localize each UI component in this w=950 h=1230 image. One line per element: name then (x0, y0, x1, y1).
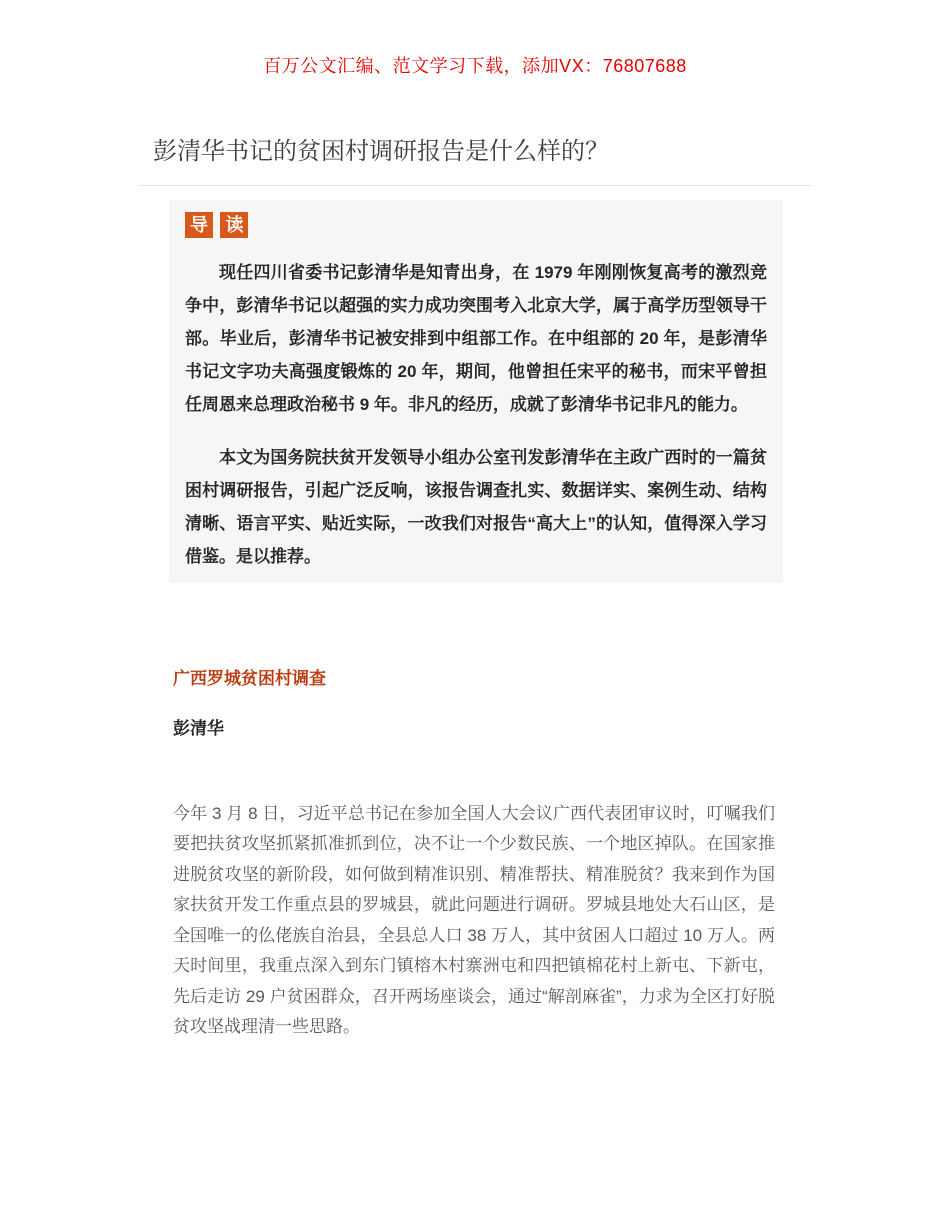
intro-badge-char-du: 读 (220, 212, 248, 238)
report-section-heading: 广西罗城贫困村调查 (173, 669, 326, 689)
body-paragraph: 今年 3 月 8 日，习近平总书记在参加全国人大会议广西代表团审议时，叮嘱我们要把扶贫攻坚抓紧抓准抓到位，决不让一个少数民族、一个地区掉队。在国家推进脱贫攻坚的新阶段，如何做到精准识别、精准帮扶、精准脱贫？我来到作为国家扶贫开发工作重点县的罗城县，就此问题进行调研。罗城县地处大石山区，是全国唯一的仫佬族自治县，全县总人口 38 万人，其中贫困人口超过 10 万人。两天时间里，我重点深入到东门镇榕木村寨洲屯和四把镇棉花村上新屯、下新屯，先后走访 29 户贫困群众，召开两场座谈会，通过“解剖麻雀”，力求为全区打好脱贫攻坚战理清一些思路。 (173, 803, 775, 1037)
title-divider (139, 185, 811, 186)
intro-badge (185, 212, 251, 238)
intro-paragraph: 本文为国务院扶贫开发领导小组办公室刊发彭清华在主政广西时的一篇贫困村调研报告，引起广泛反响，该报告调查扎实、数据详实、案例生动、结构清晰、语言平实、贴近实际，一改我们对报告“高大上”的认知，值得深入学习借鉴。是以推荐。 (185, 448, 767, 567)
top-promo-notice: 百万公文汇编、范文学习下载，添加VX：76807688 (263, 56, 687, 76)
bottom-whitespace (139, 1043, 811, 1203)
intro-paragraph: 现任四川省委书记彭清华是知青出身，在 1979 年刚刚恢复高考的激烈竞争中，彭清华书记以超强的实力成功突围考入北京大学，属于高学历型领导干部。毕业后，彭清华书记被安排到中组部工作。在中组部的 20 年，是彭清华书记文字功夫高强度锻炼的 20 年，期间，他曾担任宋平的秘书，而宋平曾担任周恩来总理政治秘书 9 年。非凡的经历，成就了彭清华书记非凡的能力。 (185, 263, 767, 415)
intro-badge-char-dao: 导 (185, 212, 213, 238)
intro-summary-box (169, 200, 783, 583)
page-title: 彭清华书记的贫困村调研报告是什么样的？ (153, 138, 609, 165)
author-name: 彭清华 (173, 719, 224, 739)
article-container (139, 136, 811, 1203)
